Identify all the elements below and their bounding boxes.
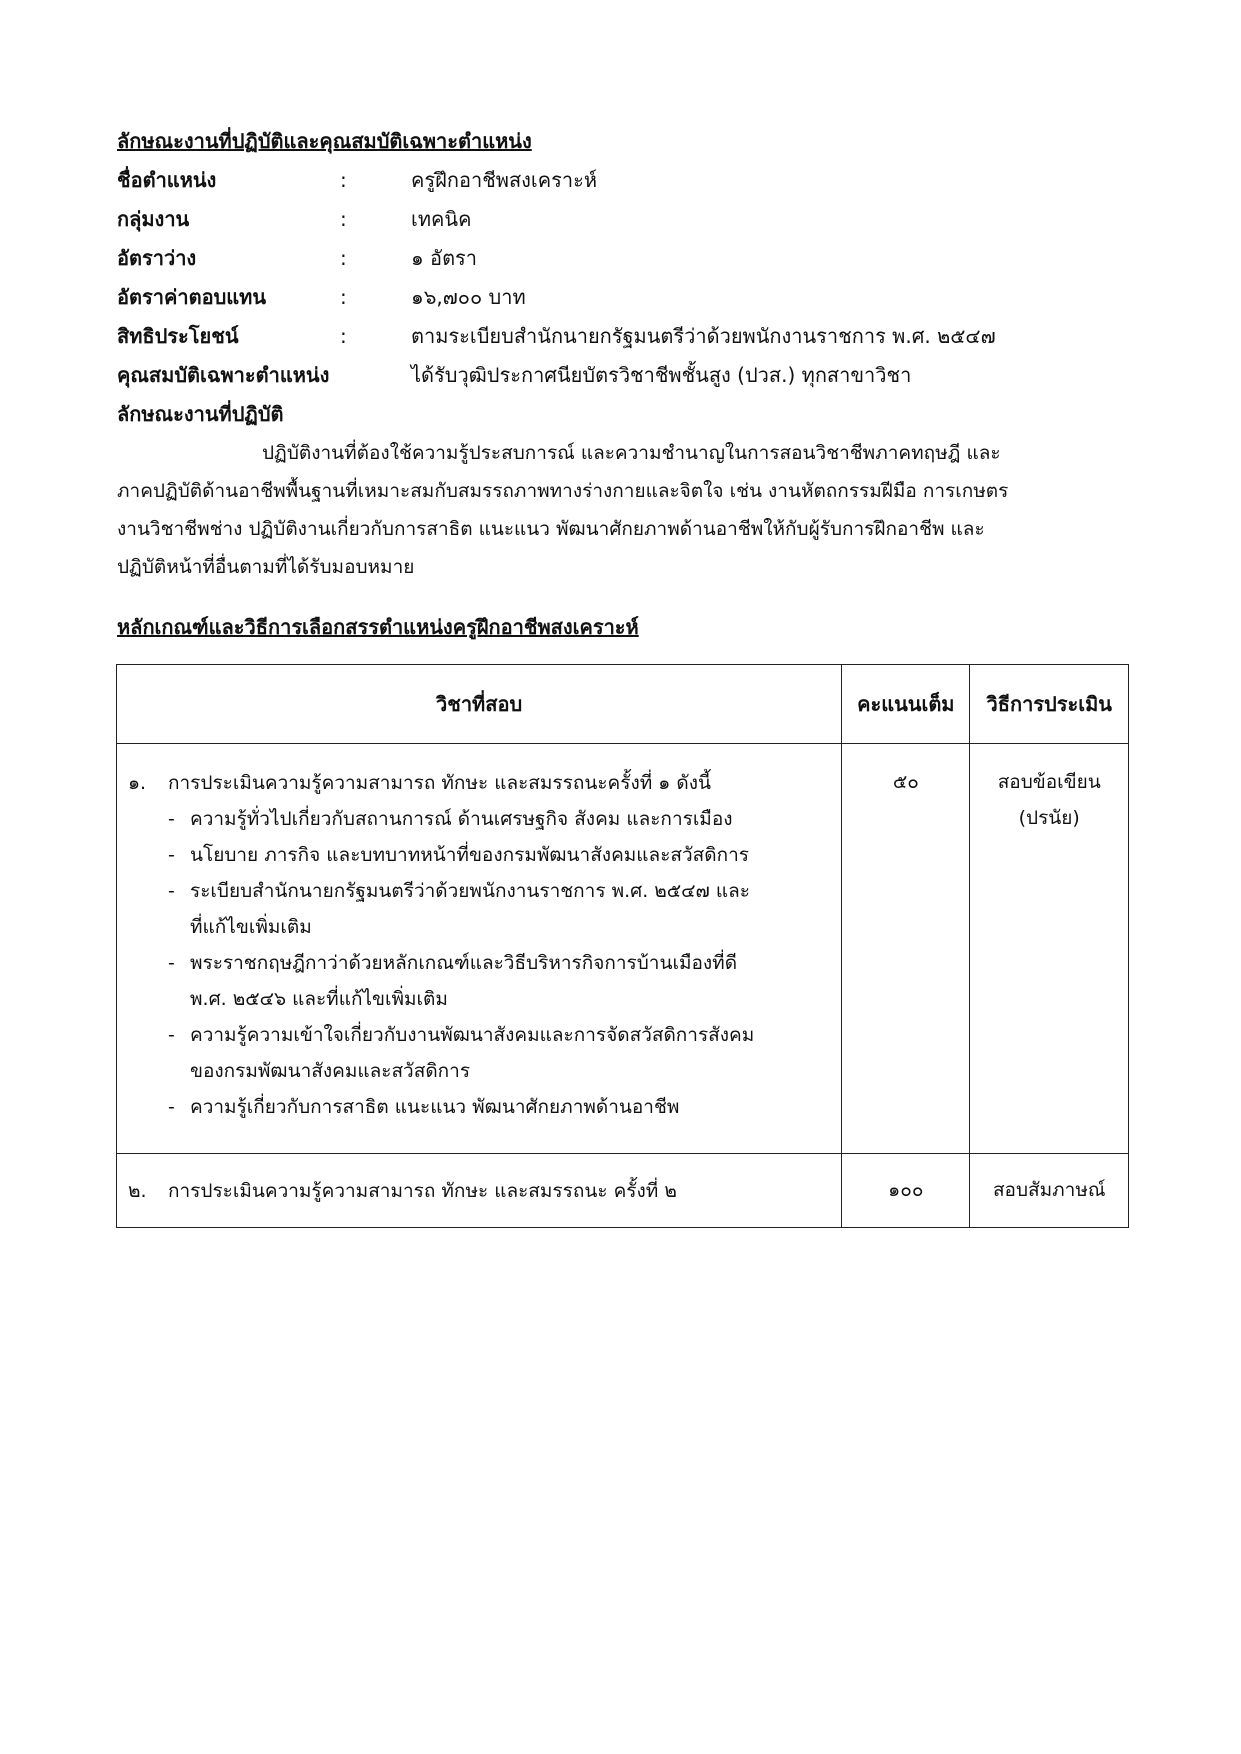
sub-item-text: ความรู้เกี่ยวกับการสาธิต แนะแนว พัฒนาศักยภาพด้านอาชีพ — [190, 1096, 680, 1118]
header-subject: วิชาที่สอบ — [117, 665, 842, 744]
criteria-table — [116, 664, 1129, 1228]
info-value: ๑๖,๗๐๐ บาท — [411, 285, 526, 309]
info-value: เทคนิค — [411, 207, 472, 231]
table-header-row — [117, 665, 1129, 744]
table-row — [117, 1154, 1129, 1228]
sub-item-text: ความรู้ความเข้าใจเกี่ยวกับงานพัฒนาสังคมและการจัดสวัสดิการสังคม — [190, 1024, 755, 1046]
dash-bullet: - — [168, 952, 175, 974]
dash-bullet: - — [168, 844, 175, 866]
sub-item — [118, 873, 840, 909]
item-title-line — [118, 1173, 840, 1209]
duties-line: ปฏิบัติงานที่ต้องใช้ความรู้ประสบการณ์ และความชำนาญในการสอนวิชาชีพภาคทฤษฎี และ — [262, 442, 1001, 464]
dash-bullet: - — [168, 880, 175, 902]
info-label: อัตราค่าตอบแทน — [117, 285, 267, 309]
info-colon: : — [340, 207, 347, 231]
score-cell: ๕๐ — [842, 744, 970, 1154]
item-number: ๒. — [128, 1180, 147, 1202]
info-label: สิทธิประโยชน์ — [117, 324, 239, 348]
header-method: วิธีการประเมิน — [970, 665, 1129, 744]
sub-item-continuation: พ.ศ. ๒๕๔๖ และที่แก้ไขเพิ่มเติม — [190, 988, 448, 1010]
method-line: (ปรนัย) — [1018, 807, 1080, 829]
method-cell — [970, 1154, 1129, 1228]
criteria-heading: หลักเกณฑ์และวิธีการเลือกสรรตำแหน่งครูฝึกอาชีพสงเคราะห์ — [117, 615, 639, 639]
info-value: ตามระเบียบสำนักนายกรัฐมนตรีว่าด้วยพนักงานราชการ พ.ศ. ๒๕๔๗ — [411, 324, 996, 348]
section-heading: ลักษณะงานที่ปฏิบัติและคุณสมบัติเฉพาะตำแหน่ง — [117, 129, 532, 153]
header-full-score: คะแนนเต็ม — [842, 665, 970, 744]
info-label: อัตราว่าง — [117, 246, 197, 270]
method-cell — [970, 744, 1129, 1154]
sub-item — [118, 1089, 840, 1125]
duties-line: งานวิชาชีพช่าง ปฏิบัติงานเกี่ยวกับการสาธิต แนะแนว พัฒนาศักยภาพด้านอาชีพให้กับผู้รับการฝึกอาชีพ และ — [117, 518, 985, 540]
info-label: คุณสมบัติเฉพาะตำแหน่ง — [117, 363, 330, 387]
item-title: การประเมินความรู้ความสามารถ ทักษะ และสมรรถนะ ครั้งที่ ๒ — [168, 1180, 677, 1202]
info-label: ชื่อตำแหน่ง — [117, 168, 217, 192]
info-colon: : — [340, 285, 347, 309]
sub-item — [118, 801, 840, 837]
method-line: สอบข้อเขียน — [997, 771, 1101, 793]
info-value: ได้รับวุฒิประกาศนียบัตรวิชาชีพชั้นสูง (ปวส.) ทุกสาขาวิชา — [411, 363, 912, 387]
table-row — [117, 744, 1129, 1154]
sub-item-text: พระราชกฤษฎีกาว่าด้วยหลักเกณฑ์และวิธีบริหารกิจการบ้านเมืองที่ดี — [190, 952, 738, 974]
duties-line: ปฏิบัติหน้าที่อื่นตามที่ได้รับมอบหมาย — [117, 556, 415, 578]
sub-item — [118, 1017, 840, 1053]
sub-item-continuation: ของกรมพัฒนาสังคมและสวัสดิการ — [190, 1060, 471, 1082]
info-value: ๑ อัตรา — [411, 246, 478, 270]
dash-bullet: - — [168, 1096, 175, 1118]
duties-line: ภาคปฏิบัติด้านอาชีพพื้นฐานที่เหมาะสมกับสมรรถภาพทางร่างกายและจิตใจ เช่น งานหัตถกรรมฝีมือ การเกษตร — [117, 480, 1009, 502]
info-colon: : — [340, 324, 347, 348]
dash-bullet: - — [168, 808, 175, 830]
sub-item — [118, 837, 840, 873]
info-label: กลุ่มงาน — [117, 207, 190, 231]
subject-cell — [117, 744, 842, 1154]
item-number: ๑. — [128, 772, 147, 794]
info-value: ครูฝึกอาชีพสงเคราะห์ — [411, 168, 598, 192]
sub-item-text: ความรู้ทั่วไปเกี่ยวกับสถานการณ์ ด้านเศรษฐกิจ สังคม และการเมือง — [190, 808, 733, 830]
sub-item-text: ระเบียบสำนักนายกรัฐมนตรีว่าด้วยพนักงานราชการ พ.ศ. ๒๕๔๗ และ — [190, 880, 750, 902]
subject-cell — [117, 1154, 842, 1228]
duties-label: ลักษณะงานที่ปฏิบัติ — [117, 402, 284, 426]
score-cell: ๑๐๐ — [842, 1154, 970, 1228]
info-colon: : — [340, 168, 347, 192]
info-colon: : — [340, 246, 347, 270]
item-title-line — [118, 765, 840, 801]
dash-bullet: - — [168, 1024, 175, 1046]
method-line: สอบสัมภาษณ์ — [992, 1179, 1106, 1201]
sub-item-continuation: ที่แก้ไขเพิ่มเติม — [190, 916, 312, 938]
sub-item-text: นโยบาย ภารกิจ และบทบาทหน้าที่ของกรมพัฒนาสังคมและสวัสดิการ — [190, 844, 749, 866]
item-title: การประเมินความรู้ความสามารถ ทักษะ และสมรรถนะครั้งที่ ๑ ดังนี้ — [168, 772, 711, 794]
sub-item — [118, 945, 840, 981]
